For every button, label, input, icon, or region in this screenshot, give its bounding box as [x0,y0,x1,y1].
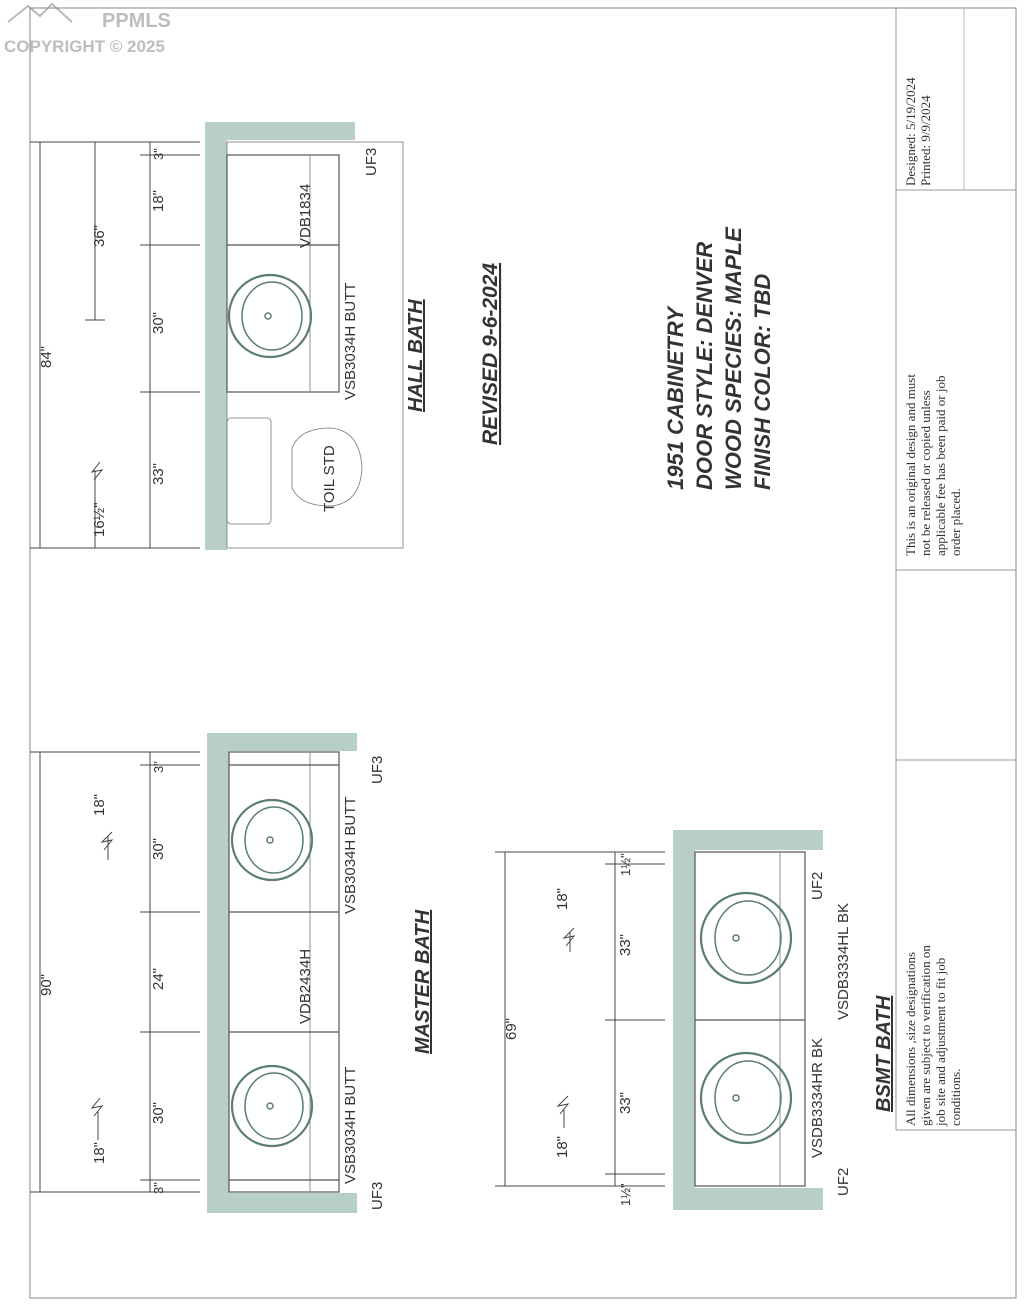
disclaimer-text [903,945,963,1127]
svg-text:applicable fee has been paid o: applicable fee has been paid or job [933,375,948,556]
master-seg-24: 24" [150,967,167,990]
hall-36-dim: 36" [91,224,108,247]
hall-seg-3: 3" [151,148,166,160]
ppmls-watermark [4,4,171,56]
bsmt-bath-plan [495,830,895,1210]
hall-back-wall [205,122,227,550]
hall-drawer-label: VDB1834 [297,183,314,248]
master-back-wall [207,733,229,1213]
watermark-copyright: COPYRIGHT © 2025 [4,37,165,56]
svg-text:order placed.: order placed. [948,488,963,556]
bsmt-seg-33-right: 33" [617,933,634,956]
master-filler-right: UF3 [369,755,386,784]
spec-cabinetry: 1951 CABINETRY [663,307,688,490]
master-offset-left: 18" [91,1141,108,1164]
mountain-logo-icon [8,4,72,22]
toilet-tank-icon [227,418,271,524]
hall-side-wall [205,122,355,140]
hall-bath-title: HALL BATH [405,299,427,412]
hall-offset-dim: 16½" [91,502,108,537]
bsmt-filler-left: UF2 [835,1167,852,1196]
bsmt-seg-1half-right: 1½" [618,853,633,876]
master-cabinet-run [229,752,339,1192]
title-block [896,8,1016,1130]
svg-text:conditions.: conditions. [948,1068,963,1126]
designed-date: Designed: 5/19/2024 [903,77,918,186]
bsmt-total-dim: 69" [503,1017,520,1040]
bsmt-offset-left: 18" [554,1135,571,1158]
svg-text:All dimensions ,size designati: All dimensions ,size designations [903,951,918,1126]
hall-bath-plan [30,122,427,550]
bsmt-seg-33-left: 33" [617,1091,634,1114]
hall-cabinet-run [227,155,339,392]
bsmt-back-wall [673,830,695,1210]
watermark-brand: PPMLS [102,10,171,32]
bsmt-cabinet-run [695,852,805,1186]
bsmt-bath-title: BSMT BATH [873,995,895,1112]
hall-filler-label: UF3 [363,147,380,176]
bsmt-seg-1half-left: 1½" [618,1183,633,1206]
bsmt-filler-right: UF2 [809,871,826,900]
master-seg-30-bottom: 30" [150,1101,167,1124]
hall-total-dim: 84" [38,345,55,368]
printed-date: Printed: 9/9/2024 [918,95,933,186]
spec-block [663,226,775,490]
revision-note: REVISED 9-6-2024 [479,262,502,445]
master-side-wall-bottom [207,1193,357,1213]
master-seg-3-top: 3" [151,761,166,773]
spec-wood-species: WOOD SPECIES: MAPLE [721,227,746,490]
notice-text [903,374,963,556]
bsmt-offset-right: 18" [554,887,571,910]
master-seg-3-bottom: 3" [151,1182,166,1194]
bsmt-side-wall-top [673,830,823,850]
master-sink-1-icon [232,800,312,880]
svg-text:This is an original design and: This is an original design and must [903,374,918,556]
spec-finish-color: FINISH COLOR: TBD [750,273,775,490]
svg-text:given are subject to verificat: given are subject to verification on [918,945,933,1126]
toilet-label: TOIL STD [321,445,338,512]
hall-seg-18: 18" [150,189,167,212]
master-bath-title: MASTER BATH [412,909,434,1054]
master-vanity-left-label: VSB3034H BUTT [342,1066,359,1184]
hall-vanity-label: VSB3034H BUTT [342,282,359,400]
page-border [30,8,1016,1298]
master-total-dim: 90" [38,973,55,996]
svg-text:not be released or copied unle: not be released or copied unless [918,390,933,556]
master-sink-2-icon [232,1066,312,1146]
bsmt-vanity-left-label: VSDB3334HR BK [809,1037,826,1158]
hall-seg-33: 33" [150,462,167,485]
master-drawer-label: VDB2434H [297,948,314,1024]
master-side-wall-top [207,733,357,751]
bsmt-side-wall-bottom [673,1188,823,1210]
master-vanity-right-label: VSB3034H BUTT [342,796,359,914]
svg-text:job site and adjustment to fit: job site and adjustment to fit job [933,957,948,1126]
hall-seg-30: 30" [150,311,167,334]
master-seg-30-top: 30" [150,837,167,860]
master-filler-left: UF3 [369,1181,386,1210]
bsmt-vanity-right-label: VSDB3334HL BK [835,902,852,1020]
master-bath-plan [30,733,434,1213]
master-offset-right: 18" [91,793,108,816]
spec-door-style: DOOR STYLE: DENVER [692,241,717,490]
